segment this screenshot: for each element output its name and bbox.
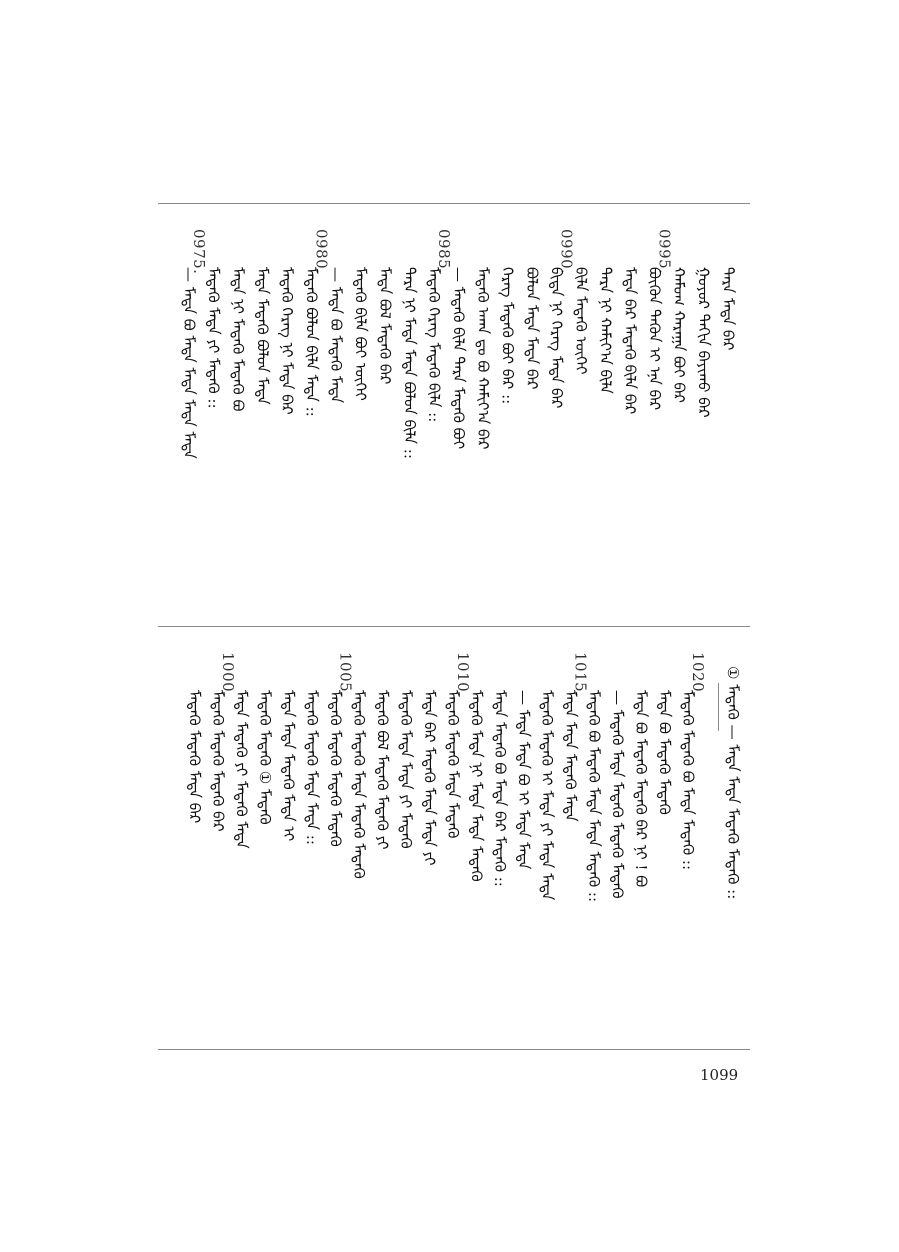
line-text: — ᠮᠡᠳᠡᠬᠦ ᠮᠡᠳᠡ ᠮᠡᠳᠡᠬᠦ ᠮᠡᠳᠡᠬᠦ ᠮᠡᠳᠡᠬᠦ xyxy=(608,690,627,899)
line-number: 1010. xyxy=(454,652,472,698)
line-number: 0995. xyxy=(655,229,674,275)
line-text: — ᠮᠡᠳᠡᠬᠦ ᠪᠢᠯᠡ ᠲᠡᠷᠡ ᠮᠡᠳᠡᠬᠦ ᠪᠤᠢ xyxy=(449,267,468,450)
line-text: ᠲᠡᠷᠡ ᠮᠡᠳᠡ ᠪᠠᠷ xyxy=(719,267,737,351)
line-number: 1015. xyxy=(571,652,590,698)
line-text: ᠮᠡᠳᠡ ᠪᠤ ᠮᠡᠳᠡᠬᠦ ᠮᠡᠳᠡᠬᠦ ᠪᠠᠷ ᠨᠢ ! ᠪᠤ xyxy=(632,690,650,888)
line-text: ᠮᠡᠳᠡᠬᠦ ᠪᠤᠯᠤᠨ ᠪᠢᠯᠡ ᠮᠡᠳᠡ :: xyxy=(302,267,321,417)
line-text: ᠮᠡᠳᠡᠬᠦ ᠠᠬᠠ ᠳᠤ ᠪᠤ ᠬᠠᠮᠢᠶ᠎ᠠ ᠪᠠᠷ xyxy=(474,267,492,450)
line-text: ᠮᠡᠳᠡᠬᠦ ᠬᠡᠷᠡᠭ ᠨᠢ ᠮᠡᠳᠡ ᠪᠠᠷ xyxy=(278,267,296,415)
line-text: ᠭᠤᠶᠤᠷ ᠳᠠᠬᠢᠨ ᠪᠠᠶᠢᠬᠤ ᠪᠠᠷ xyxy=(694,267,713,418)
line-number: 1000. xyxy=(219,652,237,698)
line-text: ᠮᠡᠳᠡᠬᠦ ᠮᠡᠳᠡ ᠮᠡᠳᠡ ᠶᠢ ᠮᠡᠳᠡᠬᠦ xyxy=(397,690,415,849)
line-text: ᠬᠡᠷᠡᠭ ᠮᠡᠳᠡᠬᠦ ᠪᠤᠢ ᠪᠡᠷ :: xyxy=(498,267,517,405)
line-text: ᠮᠡᠳᠡ ᠨᠢ ᠮᠡᠳᠡᠬᠦ ᠮᠡᠳᠡᠬᠦ ᠪᠤ xyxy=(229,267,247,412)
line-text: ᠮᠡᠳᠡ ᠪᠠᠷ ᠮᠡᠳᠡᠬᠦ ᠮᠡᠳᠡ ᠮᠡᠳᠡ ᠶᠢ xyxy=(420,690,439,866)
line-number: 0975. xyxy=(190,229,208,275)
line-text: ᠮᠡᠳᠡ ᠪᠤ ᠮᠡᠳᠡᠬᠦ ᠮᠡᠳᠡᠬᠦ xyxy=(655,690,674,815)
line-text: ᠮᠡᠳᠡ ᠪᠡᠷ ᠮᠡᠳᠡᠬᠦ ᠪᠢᠯᠡ ᠪᠠᠷ xyxy=(621,267,639,415)
line-number xyxy=(185,666,225,684)
line-text: ᠮᠡᠳᠡ ᠮᠡᠳᠡ ᠮᠡᠳᠡᠬᠦ ᠮᠡᠳᠡ xyxy=(561,690,580,822)
line-text: ᠬᠠᠮᠤᠭ ᠬᠠᠷᠠᠭᠠ ᠪᠤᠢ ᠪᠠᠷ xyxy=(670,267,688,403)
line-text: ᠮᠡᠳᠡᠬᠦ ᠮᠡᠳᠡᠬᠦ ᠪᠤ ᠮᠡᠳᠡ ᠮᠡᠳᠡᠬᠦ :: xyxy=(679,690,697,871)
bottom-rule xyxy=(158,1049,750,1050)
line-text: ᠮᠡᠳᠡ ᠮᠡᠳᠡᠬᠦ ᠪᠤᠯᠤᠨ ᠮᠡᠳᠡ xyxy=(253,267,272,405)
line-text: ᠮᠡᠳᠡᠬᠦ ᠮᠡᠳᠡ ᠨᠢ ᠮᠡᠳᠡ ᠮᠡᠳᠡ ᠮᠡᠳᠡᠬᠦ xyxy=(467,690,486,882)
line-text: — ᠮᠡᠳᠡ ᠪᠤ ᠮᠡᠳᠡ ᠮᠡᠳᠡ ᠮᠡᠳᠡ ᠮᠡᠳᠡ xyxy=(180,267,198,459)
line-text: ᠮᠡᠳᠡᠬᠦ ᠮᠡᠳᠡᠬᠦ ᠢ ᠮᠡᠳᠡ ᠶᠢ ᠮᠡᠳᠡ ᠮᠡᠳᠡ xyxy=(538,690,556,901)
line-text: ᠮᠡᠳᠡᠬᠦ ᠮᠡᠳᠡᠬᠦ ᠮᠡᠳᠡ ᠮᠡᠳᠡ :: xyxy=(303,690,321,845)
line-text: ᠮᠡᠳᠡᠬᠦ ᠮᠡᠳᠡᠬᠦ ᠮᠡᠳᠡᠬᠦ ᠮᠡᠳᠡᠬᠦ xyxy=(326,690,345,847)
line-text: ᠮᠡᠳᠡᠬᠦ ᠮᠡᠳᠡᠬᠦ ᠮᠡᠳᠡ ᠪᠠᠷ xyxy=(185,690,204,824)
line-number: 1020. xyxy=(689,652,707,698)
line-text: ᠮᠡᠳᠡᠬᠦ ᠮᠡᠳᠡ ᠶᠢ ᠮᠡᠳᠡᠬᠦ :: xyxy=(204,267,223,409)
line-text: ᠪᠢᠯᠡ ᠮᠡᠳᠡᠬᠦ ᠦᠭᠡᠢ xyxy=(572,267,590,375)
line-text: ᠲᠡᠷᠡ ᠨᠢ ᠬᠠᠮᠢᠶ᠎ᠠ ᠪᠢᠯᠡ xyxy=(596,267,615,394)
line-number: 1005. xyxy=(336,652,355,698)
line-text: ᠮᠡᠳᠡᠬᠦ ᠮᠡᠳᠡᠬᠦ ᠮᠡᠳᠡᠬᠦ ᠪᠠᠷ xyxy=(209,690,227,832)
line-text: ᠮᠡᠳᠡ ᠮᠡᠳᠡ ᠮᠡᠳᠡᠬᠦ ᠮᠡᠳᠡ ᠢ xyxy=(279,690,298,842)
line-text: ᠮᠡᠳᠡᠬᠦ ᠮᠡᠳᠡᠬᠦ ᠮᠡᠳᠡ ᠮᠡᠳᠡᠬᠦ ᠮᠡᠳᠡᠬᠦ xyxy=(350,690,368,879)
line-text: ᠮᠡᠳᠡᠬᠦ ᠮᠡᠳᠡᠬᠦ ᠮᠡᠳᠡ ᠮᠡᠳᠡᠬᠦ xyxy=(444,690,462,839)
line-number: 0980. xyxy=(312,229,331,275)
upper-verse-block xyxy=(158,203,750,626)
lower-verse-block xyxy=(158,626,750,1049)
line-text: ᠪᠦᠬᠦᠨ ᠲᠡᠭᠦᠨ ᠢ ᠡᠨᠡ ᠪᠡᠷ xyxy=(645,267,664,411)
line-text: ᠪᠤᠯᠤᠨ ᠮᠡᠳᠡ ᠮᠡᠳᠡ ᠪᠠᠷ xyxy=(523,267,541,390)
footnote-separator xyxy=(718,683,719,731)
line-text: — ᠮᠡᠳᠡ ᠪᠤ ᠮᠡᠳᠡᠬᠦ ᠮᠡᠳᠡ xyxy=(327,267,345,404)
line-text: ᠮᠡᠳᠡ ᠮᠡᠳᠡᠬᠦ ᠶᠢ ᠮᠡᠳᠡᠬᠦ ᠮᠡᠳᠡ xyxy=(232,690,251,849)
line-text: ᠮᠡᠳᠡ ᠪᠤᠯ ᠮᠡᠳᠡᠬᠦ ᠪᠠᠷ xyxy=(376,267,394,385)
line-text: ᠮᠡᠳᠡᠬᠦ ᠮᠡᠳᠡᠬᠦ ① ᠮᠡᠳᠡᠬᠦ xyxy=(256,690,274,825)
footnote-text: ① ᠮᠡᠳᠡᠬᠦ — ᠮᠡᠳᠡ ᠮᠡᠳᠡ ᠮᠡᠳᠡᠬᠦ ᠮᠡᠳᠡᠬᠦ :: xyxy=(724,666,742,900)
line-text: ᠪᠢᠳᠡ ᠨᠢ ᠬᠡᠷᠡᠭ ᠮᠡᠳᠡ ᠪᠠᠷ xyxy=(547,267,566,409)
line-text: ᠮᠡᠳᠡᠬᠦ ᠬᠡᠷᠡᠭ ᠮᠡᠳᠡᠬᠦ ᠪᠢᠯᠡ :: xyxy=(425,267,443,423)
line-text: ᠮᠡᠳᠡᠬᠦ ᠪᠤᠯ ᠮᠡᠳᠡᠬᠦ ᠮᠡᠳᠡᠬᠦ ᠶᠢ xyxy=(373,690,392,850)
line-text: ᠮᠡᠳᠡᠬᠦ ᠪᠢᠯᠡ ᠪᠤᠢ ᠦᠭᠡᠢ xyxy=(351,267,370,401)
page-number: 1099 xyxy=(700,1066,739,1084)
line-number: 0985. xyxy=(435,229,453,275)
line-text: ᠮᠡᠳᠡᠬᠦ ᠪᠤ ᠮᠡᠳᠡᠬᠦ ᠮᠡᠳᠡ ᠮᠡᠳᠡ ᠮᠡᠳᠡᠬᠦ :: xyxy=(585,690,603,903)
line-text: ᠮᠡᠳᠡ ᠮᠡᠳᠡᠬᠦ ᠪᠤ ᠮᠡᠳᠡ ᠪᠠᠷ ᠮᠡᠳᠡᠬᠦ :: xyxy=(491,690,509,887)
line-text: ᠲᠡᠷᠡ ᠨᠢ ᠮᠡᠳᠡ ᠮᠡᠳᠡ ᠪᠤᠯᠤᠨ ᠪᠢᠯᠡ :: xyxy=(400,267,419,459)
line-text: — ᠮᠡᠳᠡ ᠮᠡᠳᠡ ᠪᠤ ᠢ ᠮᠡᠳᠡ ᠮᠡᠳᠡ xyxy=(514,690,533,870)
line-number: 0990. xyxy=(557,229,576,275)
